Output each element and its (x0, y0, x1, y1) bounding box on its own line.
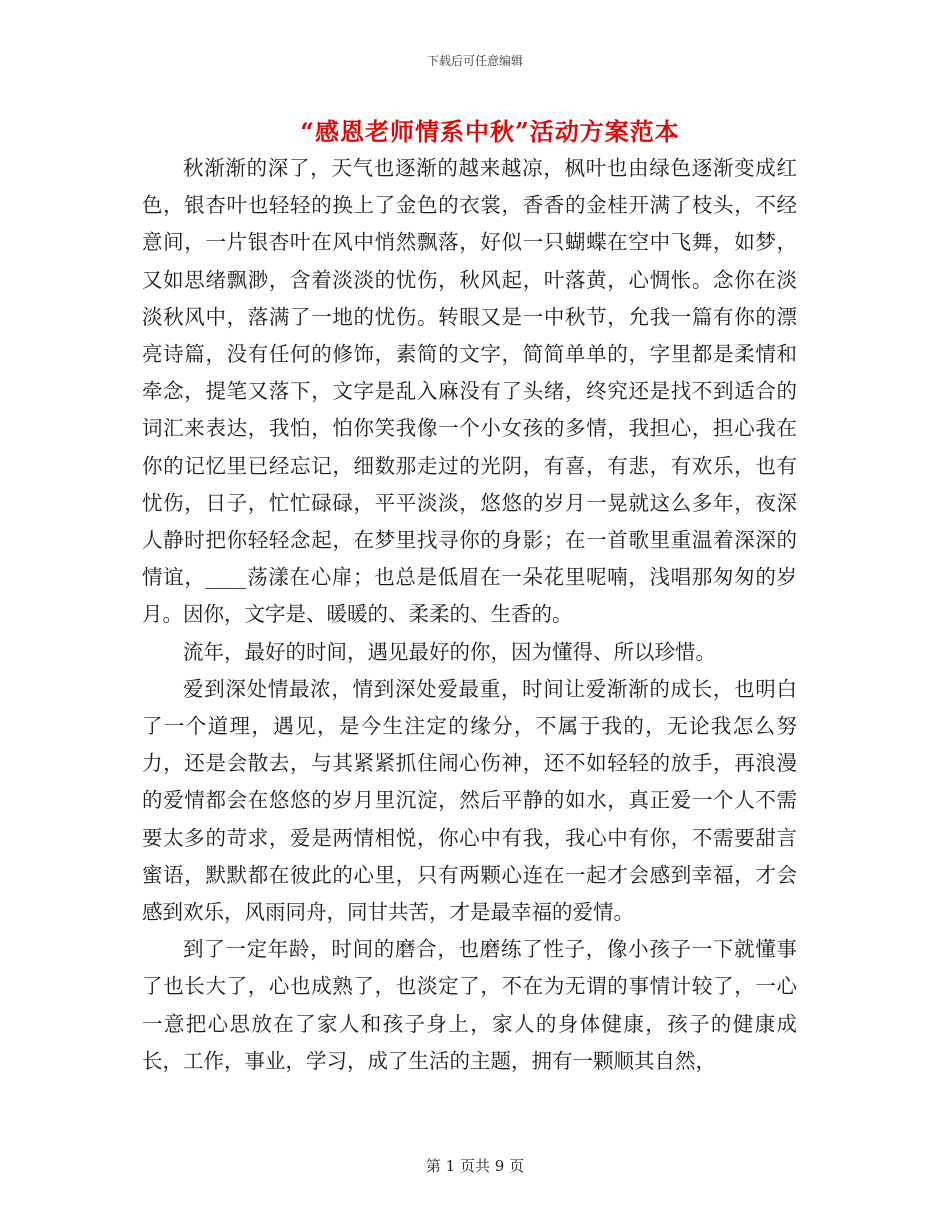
paragraph-4: 到了一定年龄，时间的磨合，也磨练了性子，像小孩子一下就懂事了也长大了，心也成熟了，也淡定了，不在为无谓的事情计较了，一心一意把心思放在了家人和孩子身上，家人的身体健康，孩子的健康成长，工作，事业，学习，成了生活的主题，拥有一颗顺其自然， (142, 937, 797, 1073)
header-note: 下载后可任意编辑 (426, 54, 523, 68)
page-number: 第 1 页共 9 页 (425, 1157, 525, 1175)
paragraph-2: 流年，最好的时间，遇见最好的你，因为懂得、所以珍惜。 (183, 639, 716, 664)
paragraph-1: 秋渐渐的深了，天气也逐渐的越来越凉，枫叶也由绿色逐渐变成红色，银杏叶也轻轻的换上了金色的衣裳，香香的金桂开满了枝头，不经意间，一片银杏叶在风中悄然飘落，好似一只蝴蝶在空中飞舞，如梦，又如思绪飘渺，含着淡淡的忧伤，秋风起，叶落黄，心惆怅。念你在淡淡秋风中，落满了一地的忧伤。转眼又是一中秋节，允我一篇有你的漂亮诗篇，没有任何的修饰，素简的文字，简简单单的，字里都是柔情和牵念，提笔又落下，文字是乱入麻没有了头绪，终究还是找不到适合的词汇来表达，我怕，怕你笑我像一个小女孩的多情，我担心，担心我在你的记忆里已经忘记，细数那走过的光阴，有喜，有悲，有欢乐，也有忧伤，日子，忙忙碌碌，平平淡淡，悠悠的岁月一晃就这么多年，夜深人静时把你轻轻念起，在梦里找寻你的身影；在一首歌里重温着深深的情谊，____荡漾在心扉；也总是低眉在一朵花里呢喃，浅唱那匆匆的岁月。因你，文字是、暖暖的、柔柔的、生香的。 (142, 156, 797, 627)
document-body (142, 150, 797, 1080)
paragraph-3: 爱到深处情最浓，情到深处爱最重，时间让爱渐渐的成长，也明白了一个道理，遇见，是今生注定的缘分，不属于我的，无论我怎么努力，还是会散去，与其紧紧抓住闹心伤神，还不如轻轻的放手，再浪漫的爱情都会在悠悠的岁月里沉淀，然后平静的如水，真正爱一个人不需要太多的苛求，爱是两情相悦，你心中有我，我心中有你，不需要甜言蜜语，默默都在彼此的心里，只有两颗心连在一起才会感到幸福，才会感到欢乐，风雨同舟，同甘共苦，才是最幸福的爱情。 (142, 676, 797, 925)
document-title: “感恩老师情系中秋”活动方案范本 (300, 117, 680, 146)
